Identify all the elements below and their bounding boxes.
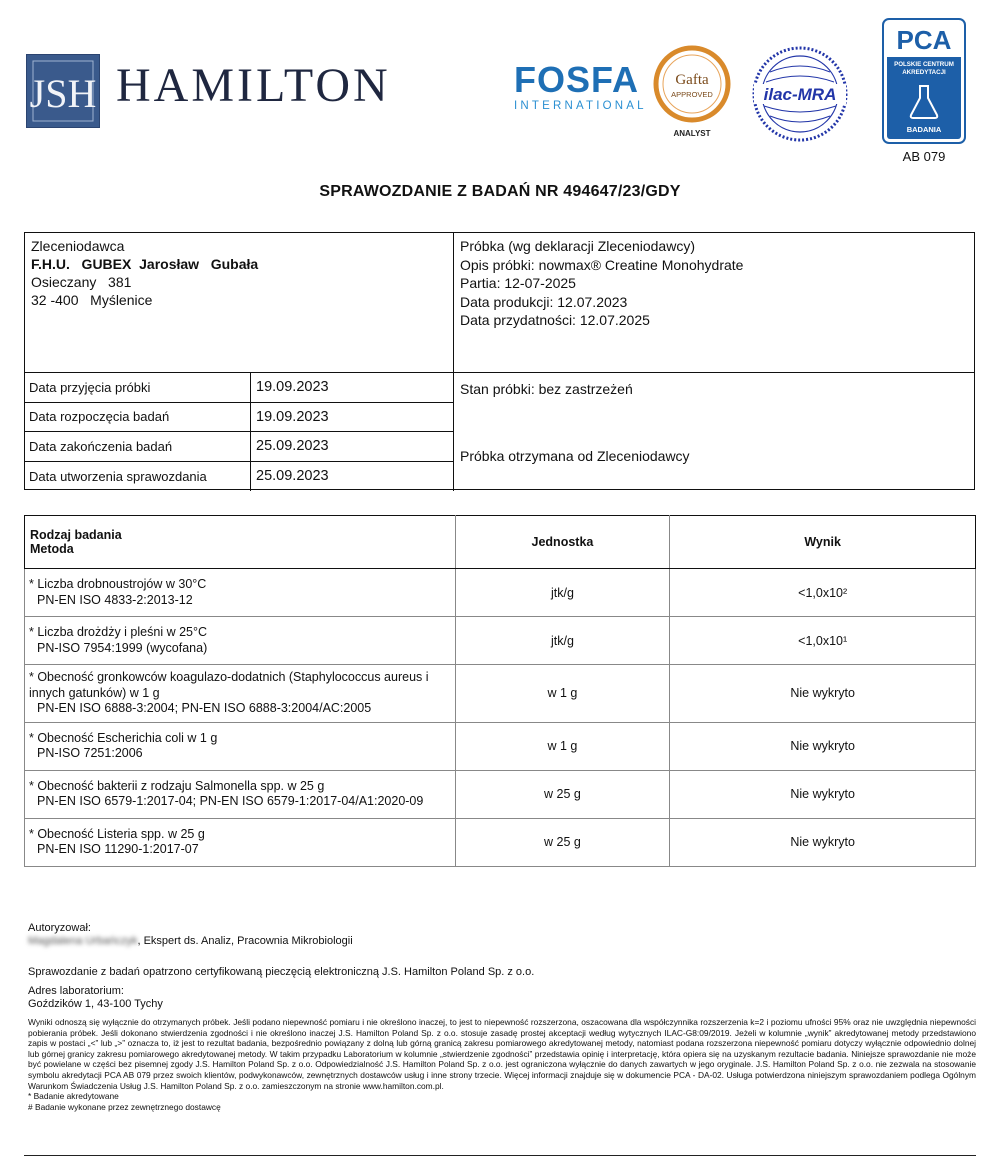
svg-text:BADANIA: BADANIA bbox=[906, 125, 942, 134]
svg-text:ilac-MRA: ilac-MRA bbox=[763, 85, 837, 104]
sample-description: Opis próbki: nowmax® Creatine Monohydrate bbox=[460, 256, 744, 273]
authorized-label: Autoryzował: bbox=[28, 922, 91, 934]
fosfa-sub-text: INTERNATIONAL bbox=[514, 100, 647, 112]
report-info-block bbox=[24, 232, 975, 490]
test-method: PN-EN ISO 6888-3:2004; PN-EN ISO 6888-3:2004/AC:2005 bbox=[37, 701, 372, 715]
footer-divider bbox=[24, 1155, 976, 1156]
authorized-role: , Ekspert ds. Analiz, Pracownia Mikrobiologii bbox=[137, 935, 353, 947]
sample-origin: Próbka otrzymana od Zleceniodawcy bbox=[460, 448, 690, 464]
test-result: Nie wykryto bbox=[670, 665, 976, 723]
test-unit: w 1 g bbox=[455, 722, 670, 770]
header-result: Wynik bbox=[670, 516, 976, 569]
svg-text:PCA: PCA bbox=[896, 25, 952, 55]
test-unit: jtk/g bbox=[455, 617, 670, 665]
table-row bbox=[25, 722, 976, 770]
test-method: PN-ISO 7954:1999 (wycofana) bbox=[37, 640, 208, 655]
table-row bbox=[25, 665, 976, 723]
authorized-name: Magdalena Urbańczyk bbox=[28, 935, 138, 947]
svg-text:Gafta: Gafta bbox=[675, 72, 709, 88]
report-title: SPRAWOZDANIE Z BADAŃ NR 494647/23/GDY bbox=[319, 183, 681, 200]
table-row bbox=[25, 770, 976, 818]
date-row bbox=[25, 462, 453, 492]
date-value: 25.09.2023 bbox=[256, 438, 329, 455]
svg-text:JSH: JSH bbox=[29, 71, 97, 116]
date-label: Data zakończenia badań bbox=[25, 432, 251, 461]
lab-address: Goździków 1, 43-100 Tychy bbox=[28, 998, 163, 1010]
authorization-block bbox=[28, 922, 353, 948]
test-result: Nie wykryto bbox=[670, 818, 976, 866]
authorized-line bbox=[28, 935, 353, 948]
sample-state: Stan próbki: bez zastrzeżeń bbox=[460, 381, 633, 397]
date-row bbox=[25, 432, 453, 462]
svg-text:AKREDYTACJI: AKREDYTACJI bbox=[902, 69, 946, 76]
client-section bbox=[25, 233, 454, 373]
legal-fine-print bbox=[28, 1017, 976, 1112]
table-row bbox=[25, 818, 976, 866]
note-external: # Badanie wykonane przez zewnętrznego dostawcę bbox=[28, 1101, 221, 1112]
test-unit: w 1 g bbox=[455, 665, 670, 723]
brand-name: HAMILTON bbox=[116, 59, 391, 112]
date-label: Data utworzenia sprawozdania bbox=[25, 462, 251, 492]
fine-print-text: Wyniki odnoszą się wyłącznie do otrzymanych próbek. Jeśli podano niepewność pomiaru i nie określono inaczej, to jest to niepewność rozszerzona, oszacowana dla współczynnika rozszerzenia k=2 i poziomu ufności 95% oraz nie uwzględnia niepewności pobierania próbek. Jeśli dokonano stwierdzenia zgodności i nie określono inaczej J.S. Hamilton Poland Sp. z o.o. stosuje zasadę prostej akceptacji według wytycznych ILAC-G8:09/2019. Jeżeli w kolumnie „wynik” akredytowanej metody przedstawiono zapis w postaci „<” lub „>” oznacza to, iż jest to rezultat badania, bezpośrednio powiązany z dolną lub górną granicą zakresu pomiarowego akredytowanej metody, natomiast podana rozszerzona niepewność pomiaru dotyczy wyłącznie odpowiednio dolnej lub górnej granicy zakresu pomiarowego akredytowanej metody. W takim przypadku Laboratorium w kolumnie „stwierdzenie zgodności” przedstawia opinię i interpretację, która opiera się na uzyskanym rezultacie badania. Niniejsze sprawozdanie nie może być powielane w części bez pisemnej zgody J.S. Hamilton Poland Sp. z o.o. Odpowiedzialność J.S. Hamilton Poland Sp. z o.o. jest ograniczona wyłącznie do danych zawartych w jego oryginale. J.S. Hamilton Poland Sp. z o.o. nie zezwala na stosowanie symbolu akredytacji PCA AB 079 przez swoich klientów, podwykonawców, zewnętrznych dostawców usług i inne strony trzecie. Więcej informacji znajduje się w dokumencie PCA - DA-02. Usługa potwierdzona niniejszym sprawozdaniem podlega Ogólnym Warunkom Świadczenia Usług J.S. Hamilton Poland Sp. z o.o. zamieszczonym na stronie www.hamilton.com.pl. bbox=[28, 1017, 976, 1091]
date-row bbox=[25, 373, 453, 403]
svg-text:POLSKIE CENTRUM: POLSKIE CENTRUM bbox=[894, 61, 954, 68]
sample-production-date: Data produkcji: 12.07.2023 bbox=[460, 293, 628, 310]
test-unit: w 25 g bbox=[455, 818, 670, 866]
ilac-mra-logo bbox=[750, 44, 850, 144]
table-row bbox=[25, 569, 976, 617]
gafta-approved-logo bbox=[652, 44, 732, 140]
test-name: * Obecność bakterii z rodzaju Salmonella spp. w 25 g bbox=[29, 778, 325, 793]
date-value: 19.09.2023 bbox=[256, 408, 329, 425]
client-address-1: Osieczany 381 bbox=[31, 274, 132, 290]
header-method: Metoda bbox=[30, 542, 74, 556]
header-test: Rodzaj badania bbox=[30, 528, 122, 542]
svg-text:APPROVED: APPROVED bbox=[671, 90, 713, 99]
pca-accreditation-logo bbox=[882, 18, 966, 144]
sample-section bbox=[454, 233, 974, 381]
test-name: * Obecność Escherichia coli w 1 g bbox=[29, 730, 218, 745]
test-name: * Liczba drobnoustrojów w 30°C bbox=[29, 577, 207, 591]
svg-text:ANALYST: ANALYST bbox=[673, 129, 711, 138]
sample-expiry-date: Data przydatności: 12.07.2025 bbox=[460, 312, 650, 328]
client-name: F.H.U. GUBEX Jarosław Gubała bbox=[31, 256, 259, 272]
date-value: 25.09.2023 bbox=[256, 468, 329, 485]
jsh-monogram-icon bbox=[27, 55, 99, 127]
accreditation-number: AB 079 bbox=[902, 149, 946, 164]
test-name: * Obecność gronkowców koagulazo-dodatnich (Staphylococcus aureus i innych gatunków) w 1 g bbox=[29, 670, 429, 700]
test-result: <1,0x10² bbox=[670, 569, 976, 617]
test-unit: w 25 g bbox=[455, 770, 670, 818]
lab-address-label: Adres laboratorium: bbox=[28, 985, 124, 997]
date-row bbox=[25, 403, 453, 433]
test-method: PN-EN ISO 11290-1:2017-07 bbox=[37, 842, 199, 856]
header-unit: Jednostka bbox=[455, 516, 670, 569]
hamilton-logo-mark bbox=[26, 54, 100, 128]
client-address-2: 32 -400 Myślenice bbox=[31, 292, 153, 308]
fosfa-main-text: FOSFA bbox=[514, 59, 640, 100]
seal-note: Sprawozdanie z badań opatrzono certyfikowaną pieczęcią elektroniczną J.S. Hamilton Poland Sp. z o.o. bbox=[28, 966, 535, 978]
test-unit: jtk/g bbox=[455, 569, 670, 617]
lab-address-block bbox=[28, 985, 163, 1011]
dates-table bbox=[25, 373, 454, 491]
test-result: Nie wykryto bbox=[670, 770, 976, 818]
test-result: <1,0x10¹ bbox=[670, 617, 976, 665]
date-label: Data rozpoczęcia badań bbox=[25, 403, 251, 432]
date-label: Data przyjęcia próbki bbox=[25, 373, 251, 402]
test-method: PN-EN ISO 4833-2:2013-12 bbox=[37, 592, 193, 607]
test-result: Nie wykryto bbox=[670, 722, 976, 770]
table-row bbox=[25, 617, 976, 665]
client-heading: Zleceniodawca bbox=[31, 238, 125, 254]
table-header-row bbox=[25, 516, 976, 569]
test-method: PN-ISO 7251:2006 bbox=[37, 746, 143, 760]
date-value: 19.09.2023 bbox=[256, 379, 329, 396]
sample-heading: Próbka (wg deklaracji Zleceniodawcy) bbox=[460, 238, 695, 254]
fosfa-logo bbox=[514, 59, 647, 112]
sample-batch: Partia: 12-07-2025 bbox=[460, 275, 576, 291]
note-accredited: * Badanie akredytowane bbox=[28, 1091, 119, 1102]
test-name: * Obecność Listeria spp. w 25 g bbox=[29, 826, 205, 841]
results-table bbox=[24, 515, 976, 867]
header-test-method bbox=[25, 516, 456, 569]
test-name: * Liczba drożdży i pleśni w 25°C bbox=[29, 625, 207, 639]
test-method: PN-EN ISO 6579-1:2017-04; PN-EN ISO 6579-1:2017-04/A1:2020-09 bbox=[37, 794, 424, 808]
